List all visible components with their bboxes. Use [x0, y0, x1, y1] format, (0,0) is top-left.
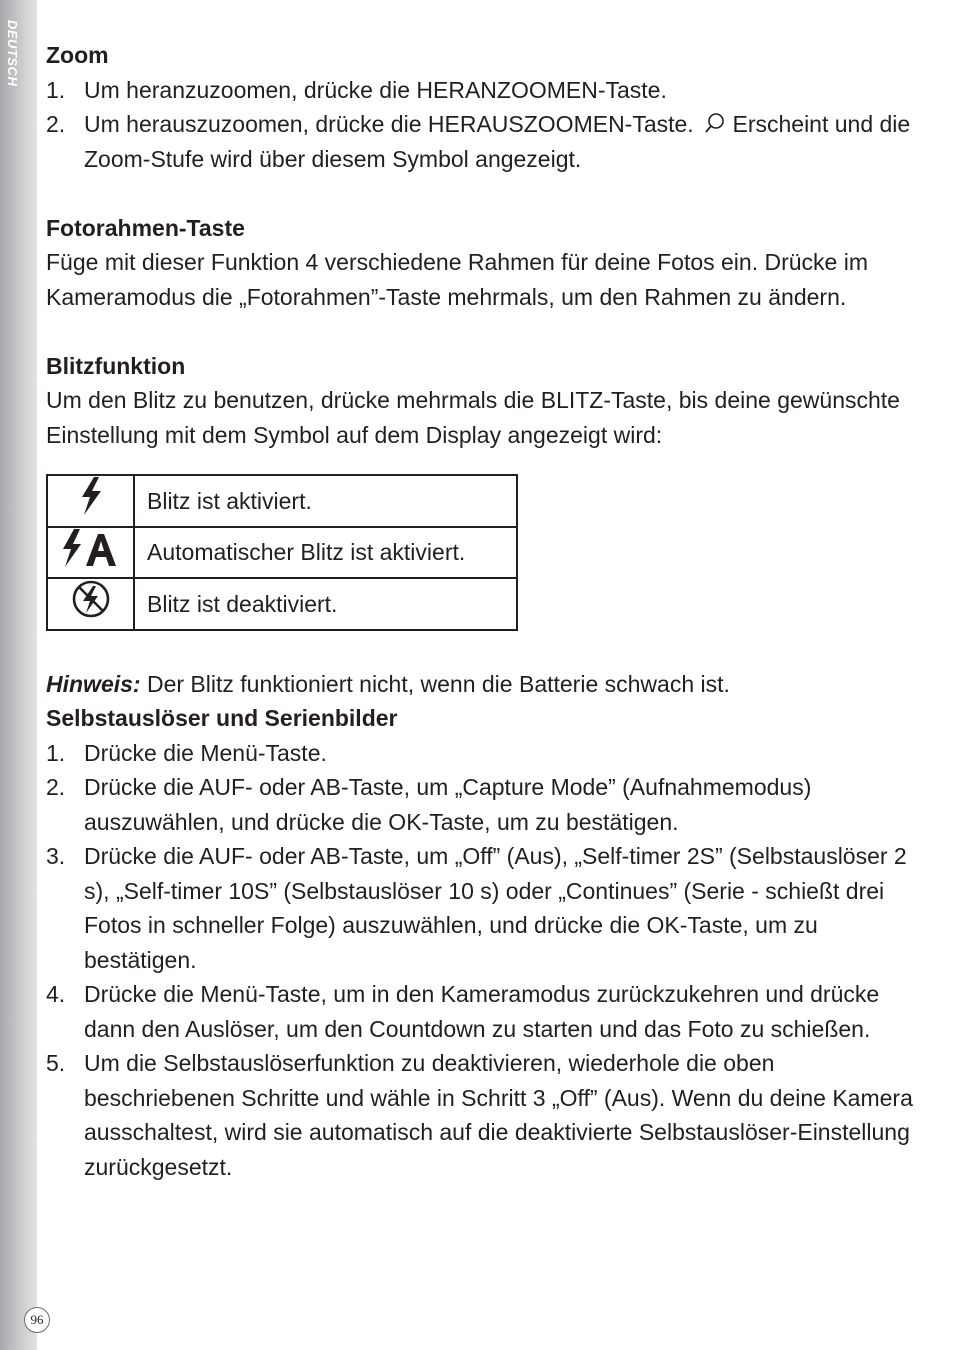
- flash-heading: Blitzfunktion: [46, 352, 186, 379]
- list-text: Drücke die AUF- oder AB-Taste, um „Off” (Aus), „Self-timer 2S” (Selbstauslöser 2 s), „Self-timer 10S” (Selbstauslöser 10 s) oder „Continues” (Serie - schießt drei Fotos in schneller Folge) auszuwählen, und drücke die OK-Taste, um zu bestätigen.: [84, 843, 907, 973]
- flash-section: [46, 349, 916, 702]
- list-number: 5.: [46, 1050, 66, 1076]
- note-label: Hinweis:: [46, 670, 141, 697]
- list-item: [46, 736, 916, 771]
- list-text: Um die Selbstauslöserfunktion zu deaktivieren, wiederhole die oben beschriebenen Schritte und wähle in Schritt 3 „Off” (Aus). Wenn du deine Kamera ausschaltest, wird sie automatisch auf die deaktivierte Selbstauslöser-Einstellung zurückgesetzt.: [84, 1050, 913, 1180]
- flash-off-icon: [71, 579, 111, 619]
- flash-auto-icon: [60, 528, 122, 568]
- flash-icon-cell: [47, 475, 134, 527]
- list-number: 2.: [46, 111, 66, 137]
- timer-section: [46, 701, 916, 1184]
- flash-note: [46, 667, 916, 702]
- list-text: Drücke die Menü-Taste, um in den Kameramodus zurückzukehren und drücke dann den Auslöser, um den Countdown zu starten und das Foto zu schießen.: [84, 981, 880, 1042]
- zoom-steps: [46, 73, 916, 177]
- list-number: 3.: [46, 843, 66, 869]
- list-item: [46, 839, 916, 977]
- flash-mode-text: Blitz ist deaktiviert.: [134, 578, 517, 630]
- flash-icon-cell: [47, 578, 134, 630]
- list-text: Um heranzuzoomen, drücke die HERANZOOMEN-Taste.: [84, 76, 667, 103]
- list-item: [46, 107, 916, 176]
- flash-mode-text: Automatischer Blitz ist aktiviert.: [134, 527, 517, 579]
- list-number: 2.: [46, 774, 66, 800]
- list-item: [46, 73, 916, 108]
- table-row: [47, 578, 517, 630]
- frame-body: Füge mit dieser Funktion 4 verschiedene Rahmen für deine Fotos ein. Drücke im Kameramodus die „Fotorahmen”-Taste mehrmals, um den Rahmen zu ändern.: [46, 249, 869, 310]
- language-tab-label: DEUTSCH: [5, 20, 20, 87]
- list-text: Um herauszuzoomen, drücke die HERAUSZOOMEN-Taste.: [84, 111, 694, 137]
- zoom-heading: Zoom: [46, 42, 109, 68]
- list-text: Erscheint und die Zoom-Stufe wird über diesem Symbol angezeigt.: [84, 111, 911, 172]
- list-item: [46, 770, 916, 839]
- table-row: [47, 475, 517, 527]
- list-item: [46, 1046, 916, 1184]
- flash-icon-cell: [47, 527, 134, 579]
- frame-section: [46, 211, 916, 315]
- page-number: 96: [24, 1307, 50, 1333]
- flash-modes-table: [46, 474, 518, 631]
- timer-steps: [46, 736, 916, 1185]
- table-row: [47, 527, 517, 579]
- list-number: 4.: [46, 981, 66, 1007]
- zoom-section: [46, 38, 916, 176]
- flash-mode-text: Blitz ist aktiviert.: [134, 475, 517, 527]
- list-number: 1.: [46, 739, 66, 766]
- magnifier-icon: [704, 112, 726, 134]
- note-text: Der Blitz funktioniert nicht, wenn die Batterie schwach ist.: [140, 670, 730, 697]
- page-content: [46, 38, 916, 1184]
- language-side-tab: [0, 0, 37, 1350]
- flash-body: Um den Blitz zu benutzen, drücke mehrmals die BLITZ-Taste, bis deine gewünschte Einstellung mit dem Symbol auf dem Display angezeigt wird:: [46, 387, 900, 448]
- flash-on-icon: [77, 476, 105, 516]
- frame-heading: Fotorahmen-Taste: [46, 214, 245, 241]
- list-item: [46, 977, 916, 1046]
- list-text: Drücke die Menü-Taste.: [84, 739, 327, 766]
- list-text: Drücke die AUF- oder AB-Taste, um „Capture Mode” (Aufnahmemodus) auszuwählen, und drücke die OK-Taste, um zu bestätigen.: [84, 774, 812, 835]
- timer-heading: Selbstauslöser und Serienbilder: [46, 705, 398, 731]
- list-number: 1.: [46, 76, 66, 103]
